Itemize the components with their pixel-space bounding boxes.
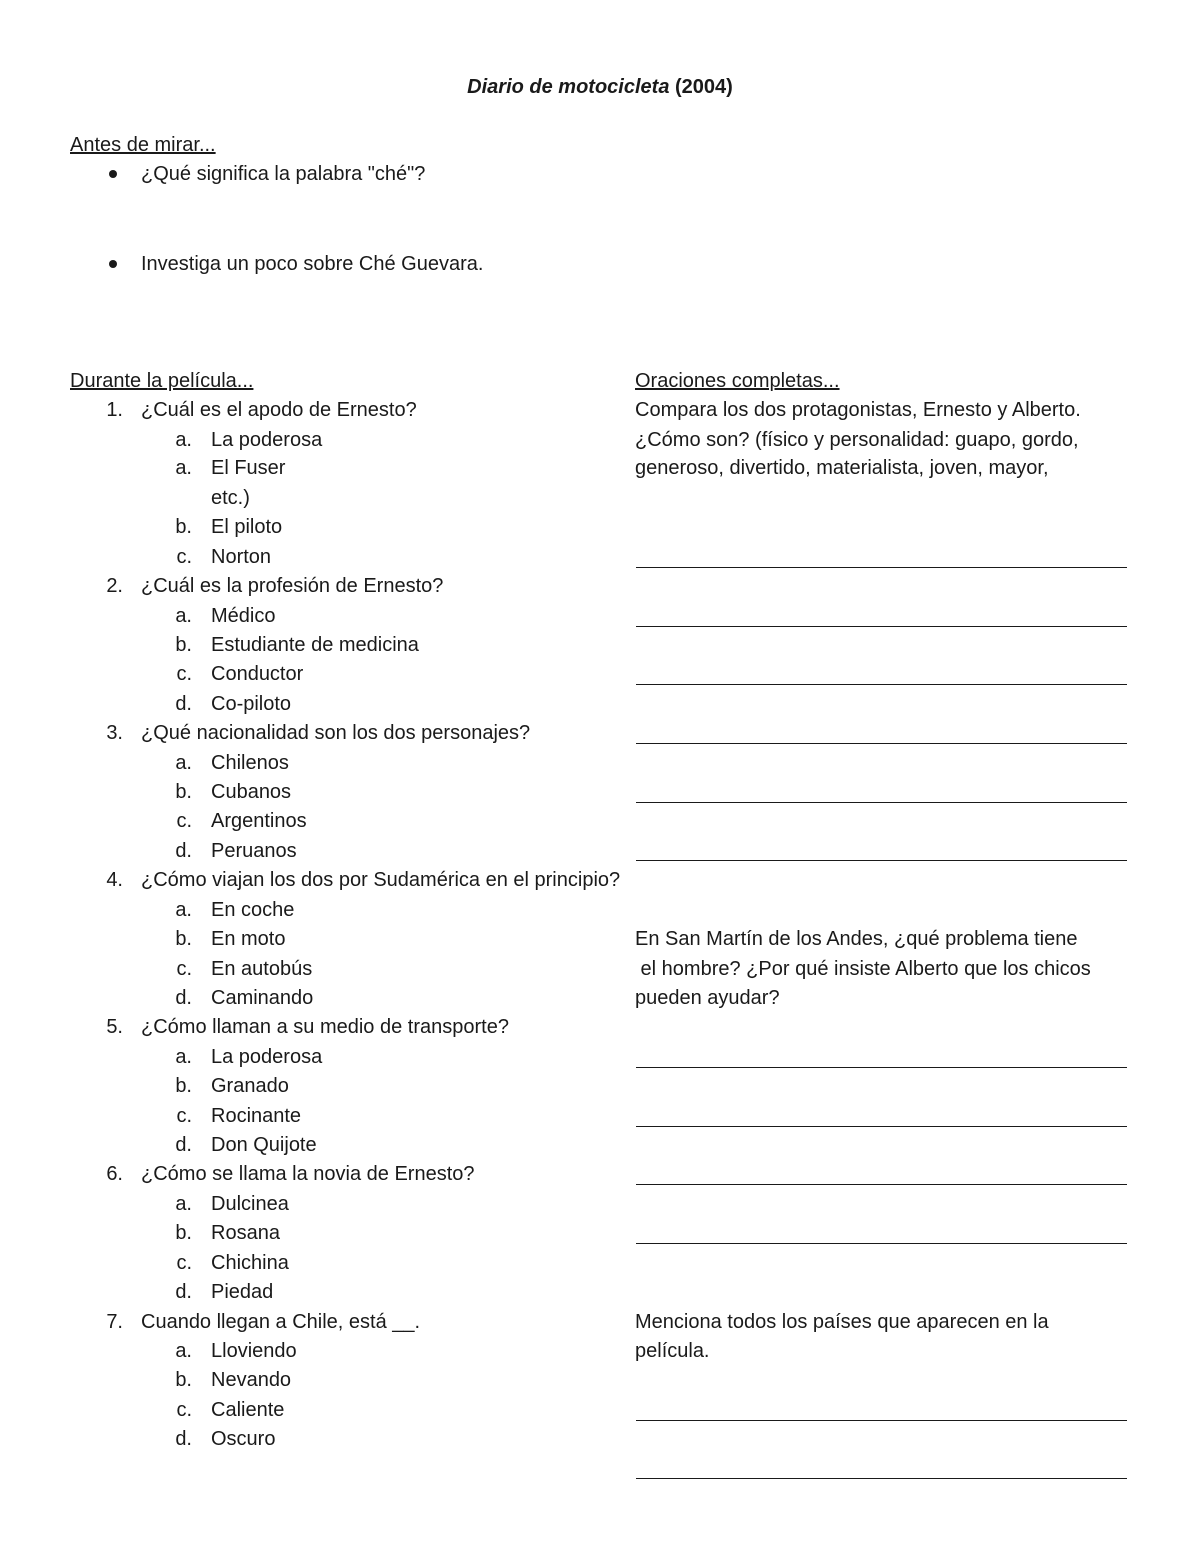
option-letter: d. [175,693,192,715]
durante-heading: Durante la película... [70,370,254,392]
answer-line[interactable] [636,1184,1127,1185]
option-letter: a. [175,1193,192,1215]
question-text: ¿Cómo llaman a su medio de transporte? [141,1016,509,1038]
option-text: En autobús [211,958,313,980]
answer-line[interactable] [636,684,1127,685]
answer-line[interactable] [636,743,1127,744]
antes-heading: Antes de mirar... [70,134,216,156]
question-text: ¿Cómo viajan los dos por Sudamérica en el principio? [141,869,621,891]
option-letter: b. [175,1222,192,1244]
option-text: Peruanos [211,840,297,862]
title-year: (2004) [669,76,733,98]
question-text: ¿Cuál es la profesión de Ernesto? [141,575,444,597]
option-text: La poderosa [211,429,323,451]
prompt-line: generoso, divertido, materialista, joven, mayor, [635,457,1049,479]
answer-line[interactable] [636,802,1127,803]
answer-line[interactable] [636,860,1127,861]
option-text: Norton [211,546,272,568]
option-text: Granado [211,1075,289,1097]
prompt-line: película. [635,1340,710,1362]
prompt-line: En San Martín de los Andes, ¿qué problema tiene [635,928,1078,950]
question-number: 1. [106,399,123,421]
option-letter: b. [175,1369,192,1391]
option-text: Piedad [211,1281,274,1303]
option-text: Argentinos [211,810,307,832]
answer-line[interactable] [636,567,1127,568]
option-letter: c. [176,1105,192,1127]
question-number: 2. [106,575,123,597]
oraciones-heading: Oraciones completas... [635,370,840,392]
option-letter: c. [176,1399,192,1421]
option-letter: a. [175,1046,192,1068]
answer-line[interactable] [636,1478,1127,1479]
option-letter: a. [175,899,192,921]
option-text: El Fuser [211,457,286,479]
page-title [0,75,1200,99]
option-letter: d. [175,987,192,1009]
option-letter: c. [176,663,192,685]
question-text: Cuando llegan a Chile, está __. [141,1311,421,1333]
option-text: Médico [211,605,276,627]
option-letter: b. [175,928,192,950]
option-letter: d. [175,840,192,862]
option-letter: d. [175,1281,192,1303]
antes-bullet-1: ¿Qué significa la palabra "ché"? [141,163,426,185]
option-text: Don Quijote [211,1134,317,1156]
option-text: Rocinante [211,1105,302,1127]
option-letter: a. [175,605,192,627]
title-film-name: Diario de motocicleta [467,76,670,98]
answer-line[interactable] [636,1243,1127,1244]
option-letter: d. [175,1428,192,1450]
option-text: La poderosa [211,1046,323,1068]
option-letter: a. [175,457,192,479]
option-letter: c. [176,546,192,568]
option-text: Co-piloto [211,693,292,715]
prompt-line: el hombre? ¿Por qué insiste Alberto que los chicos [635,958,1091,980]
option-text: Caminando [211,987,314,1009]
option-letter: a. [175,429,192,451]
question-number: 7. [106,1311,123,1333]
answer-line[interactable] [636,1126,1127,1127]
option-text: Chichina [211,1252,289,1274]
option-text: En coche [211,899,295,921]
prompt-line: ¿Cómo son? (físico y personalidad: guapo, gordo, [635,429,1079,451]
option-text: Caliente [211,1399,285,1421]
option-text: Estudiante de medicina [211,634,419,656]
option-letter: c. [176,958,192,980]
answer-line[interactable] [636,1420,1127,1421]
option-text: En moto [211,928,286,950]
bullet-icon [109,170,117,178]
option-text: Oscuro [211,1428,276,1450]
option-letter: a. [175,1340,192,1362]
option-letter: c. [176,1252,192,1274]
option-letter: d. [175,1134,192,1156]
option-text: Lloviendo [211,1340,297,1362]
question-number: 6. [106,1163,123,1185]
option-letter: b. [175,1075,192,1097]
question-text: ¿Cuál es el apodo de Ernesto? [141,399,417,421]
option-letter: b. [175,781,192,803]
option-letter: a. [175,752,192,774]
antes-bullet-2: Investiga un poco sobre Ché Guevara. [141,253,484,275]
option-text: Dulcinea [211,1193,289,1215]
question-text: ¿Qué nacionalidad son los dos personajes? [141,722,531,744]
question-number: 4. [106,869,123,891]
bullet-icon [109,260,117,268]
prompt-line: Compara los dos protagonistas, Ernesto y Alberto. [635,399,1081,421]
option-text: Conductor [211,663,304,685]
answer-line[interactable] [636,626,1127,627]
option-text: etc.) [211,487,250,509]
option-text: Nevando [211,1369,292,1391]
prompt-line: pueden ayudar? [635,987,780,1009]
option-text: Rosana [211,1222,280,1244]
option-letter: c. [176,810,192,832]
question-text: ¿Cómo se llama la novia de Ernesto? [141,1163,475,1185]
option-text: El piloto [211,516,283,538]
question-number: 5. [106,1016,123,1038]
option-text: Chilenos [211,752,289,774]
question-number: 3. [106,722,123,744]
option-letter: b. [175,634,192,656]
answer-line[interactable] [636,1067,1127,1068]
option-text: Cubanos [211,781,292,803]
prompt-line: Menciona todos los países que aparecen en la [635,1311,1049,1333]
option-letter: b. [175,516,192,538]
